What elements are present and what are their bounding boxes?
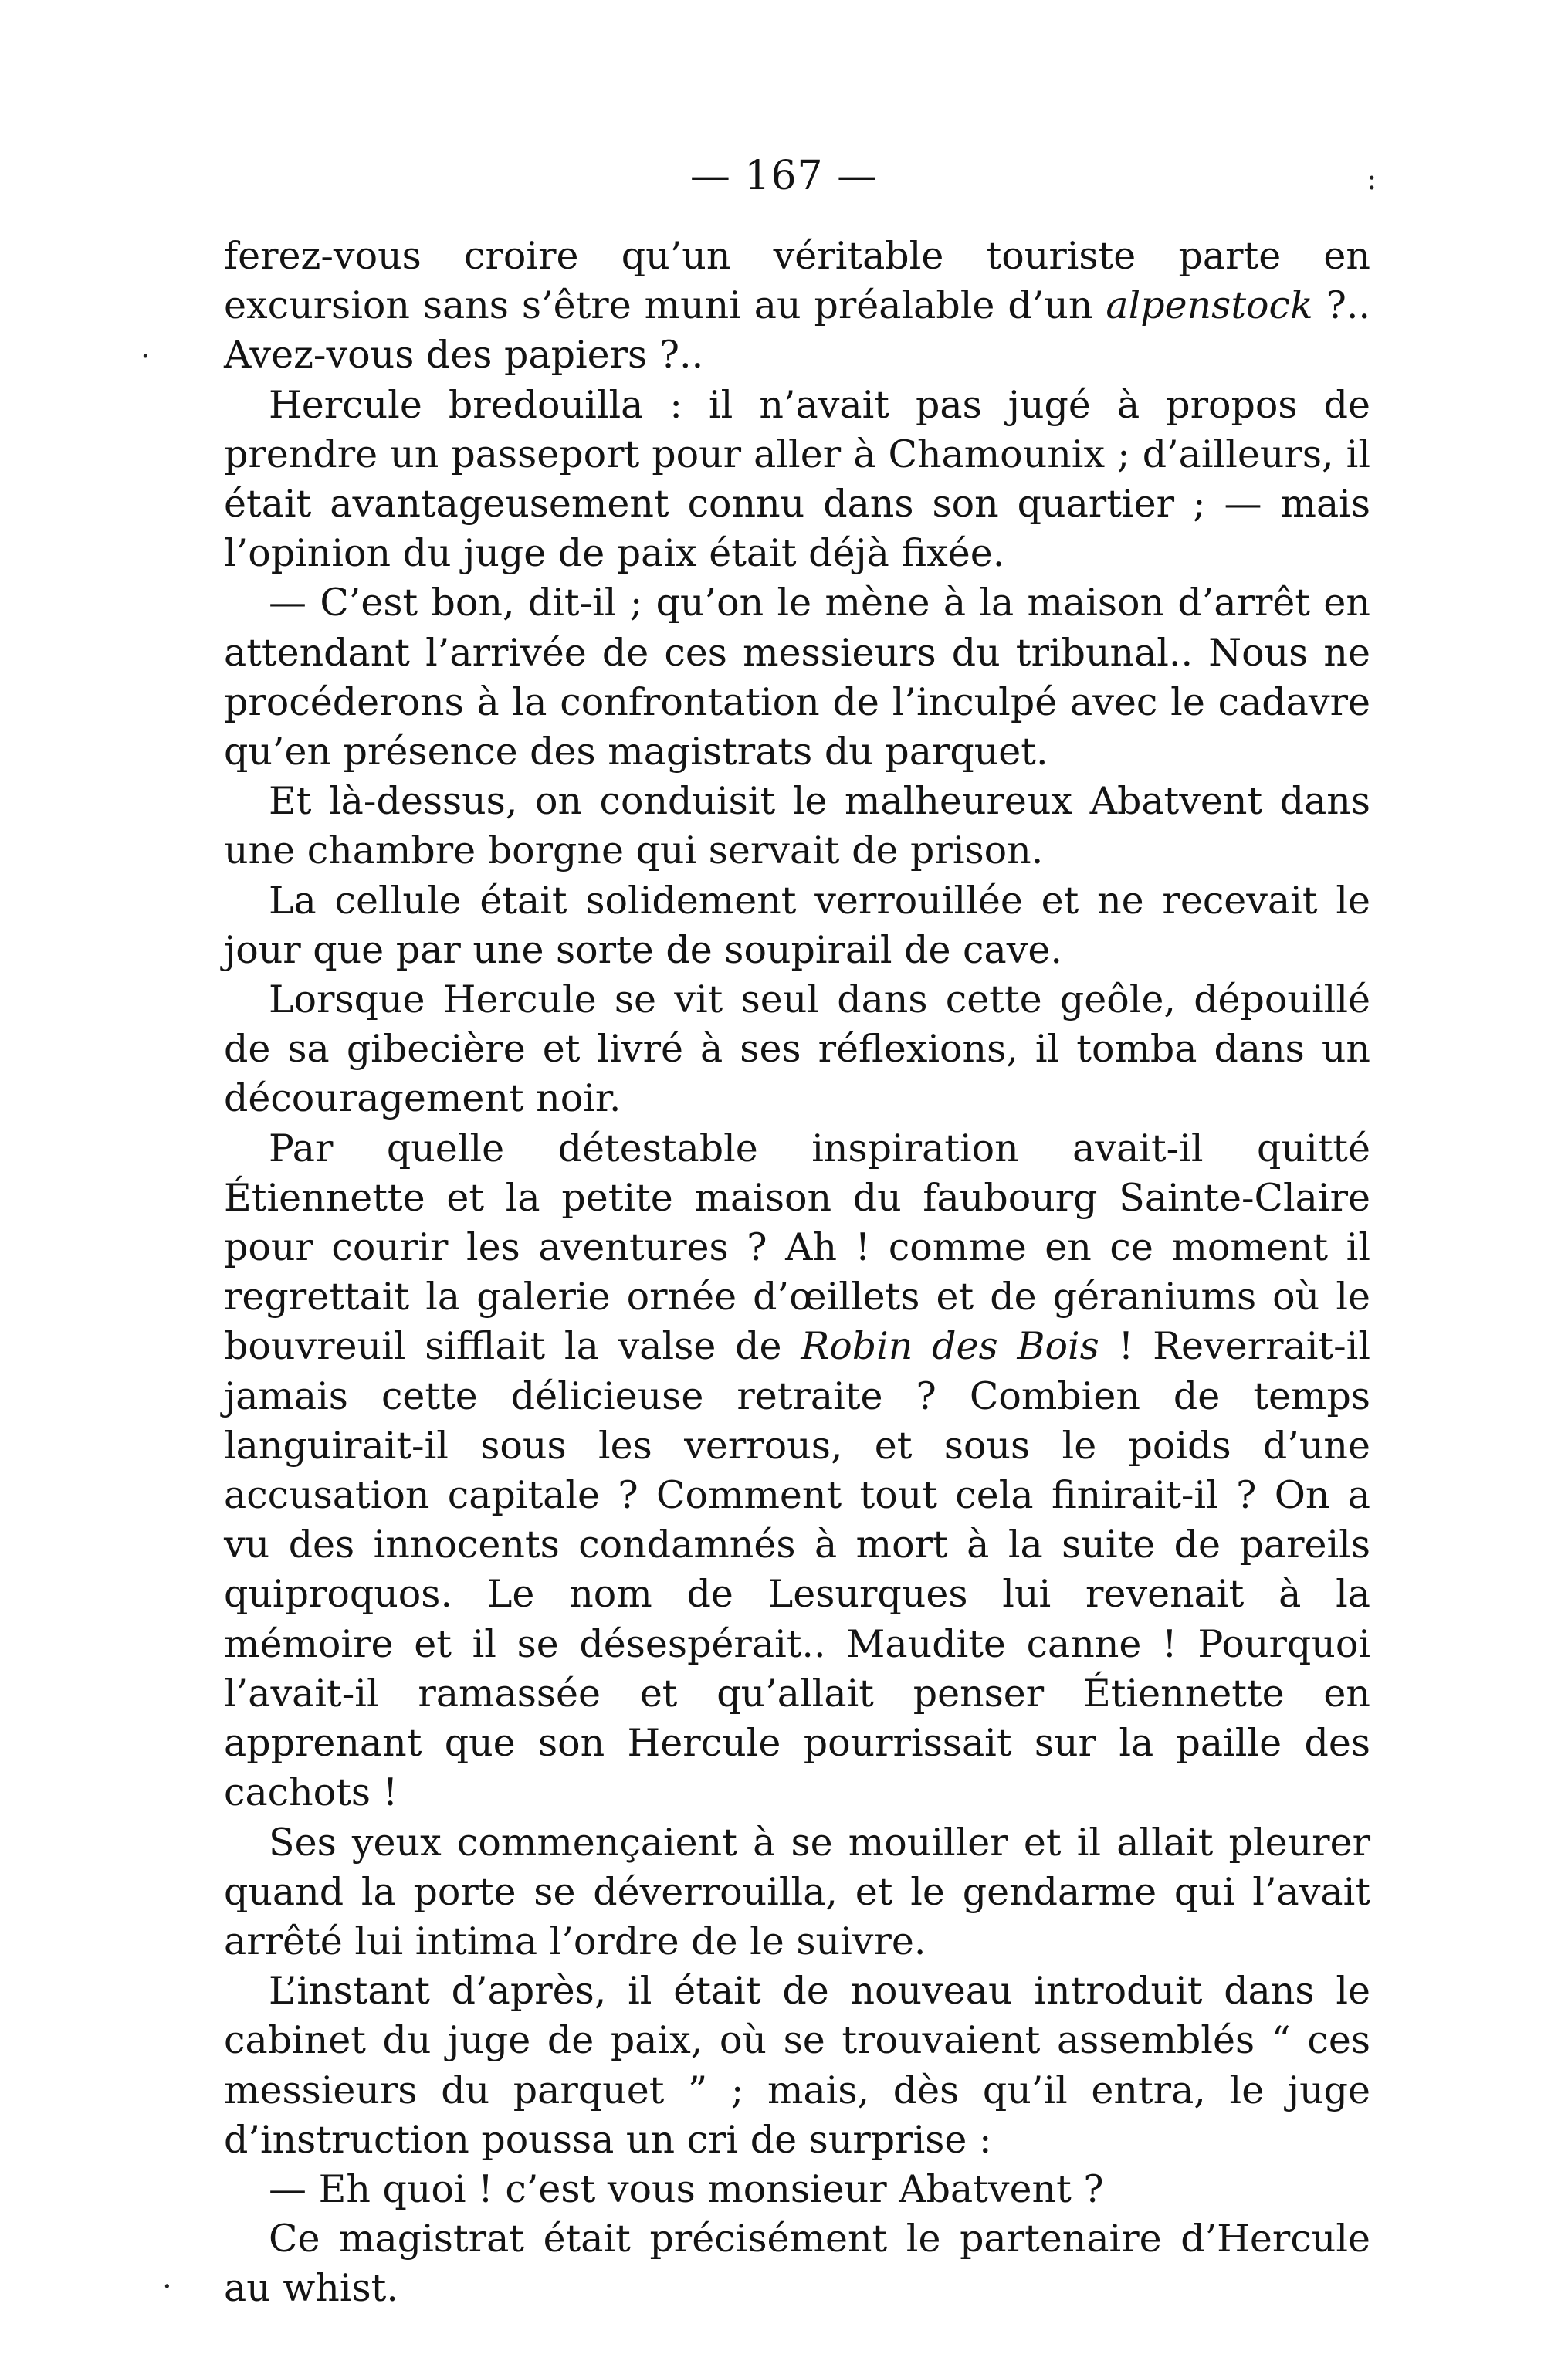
paragraph bbox=[224, 578, 1370, 777]
text-segment: ?.. Avez-vous des papiers ?.. bbox=[224, 283, 1370, 378]
paragraph bbox=[224, 1124, 1370, 1818]
paragraph bbox=[224, 876, 1370, 975]
body-text bbox=[224, 232, 1370, 2314]
page-number-header: — 167 — bbox=[689, 153, 879, 199]
paragraph bbox=[224, 975, 1370, 1124]
margin-colon-mark: : bbox=[1366, 161, 1377, 197]
margin-dot-mark: . bbox=[141, 330, 151, 365]
text-segment: ! Reverrait-il jamais cette délicieuse retraite ? Combien de temps languirait-il sous les verrous, et sous le poids d’une accusation capitale ? Comment tout cela finirait-il ? On a vu des innocents condamnés à mort à la suite de pareils quiproquos. Le nom de Lesurques lui revenait à la mémoire et il se désespérait.. Maudite canne ! Pourquoi l’avait-il ramassée et qu’allait penser Étiennette en apprenant que son Hercule pourrissait sur la paille des cachots ! bbox=[224, 1324, 1370, 1815]
text-segment: ferez-vous croire qu’un véritable touriste parte en excursion sans s’être muni au préalable d’un bbox=[224, 234, 1370, 328]
paragraph bbox=[224, 2165, 1370, 2214]
text-segment: L’instant d’après, il était de nouveau introduit dans le cabinet du juge de paix, où se trouvaient assemblés “ ces messieurs du parquet ” ; mais, dès qu’il entra, le juge d’instruction poussa un cri de surprise : bbox=[224, 1969, 1370, 2162]
margin-dot-mark: . bbox=[162, 2260, 172, 2295]
paragraph bbox=[224, 1818, 1370, 1967]
text-segment: Hercule bredouilla : il n’avait pas jugé à propos de prendre un passeport pour aller à Chamounix ; d’ailleurs, il était avantageusement connu dans son quartier ; — mais l’opinion du juge de paix était déjà fixée. bbox=[224, 382, 1370, 576]
paragraph bbox=[224, 1966, 1370, 2165]
text-segment: — Eh quoi ! c’est vous monsieur Abatvent ? bbox=[269, 2166, 1104, 2211]
text-segment: Ce magistrat était précisément le partenaire d’Hercule au whist. bbox=[224, 2217, 1370, 2311]
text-segment: — C’est bon, dit-il ; qu’on le mène à la maison d’arrêt en attendant l’arrivée de ces messieurs du tribunal.. Nous ne procéderons à la confrontation de l’inculpé avec le cadavre qu’en présence des magistrats du parquet. bbox=[224, 581, 1370, 774]
italic-term-alpenstock: alpenstock bbox=[1106, 283, 1313, 328]
italic-title-robin-des-bois: Robin des Bois bbox=[801, 1324, 1099, 1369]
text-segment: Lorsque Hercule se vit seul dans cette geôle, dépouillé de sa gibecière et livré à ses réflexions, il tomba dans un découragement noir. bbox=[224, 977, 1370, 1121]
paragraph bbox=[224, 777, 1370, 876]
text-segment: La cellule était solidement verrouillée et ne recevait le jour que par une sorte de soupirail de cave. bbox=[224, 878, 1370, 972]
paragraph bbox=[224, 2214, 1370, 2313]
text-segment: Et là-dessus, on conduisit le malheureux Abatvent dans une chambre borgne qui servait de prison. bbox=[224, 779, 1370, 873]
text-segment: Par quelle détestable inspiration avait-il quitté Étiennette et la petite maison du faubourg Sainte-Claire pour courir les aventures ? Ah ! comme en ce moment il regrettait la galerie ornée d’œillets et de géraniums où le bouvreuil sifflait la valse de bbox=[224, 1126, 1370, 1369]
paragraph bbox=[224, 381, 1370, 579]
text-segment: Ses yeux commençaient à se mouiller et il allait pleurer quand la porte se déverrouilla, et le gendarme qui l’avait arrêté lui intima l’ordre de le suivre. bbox=[224, 1820, 1370, 1963]
paragraph bbox=[224, 232, 1370, 381]
